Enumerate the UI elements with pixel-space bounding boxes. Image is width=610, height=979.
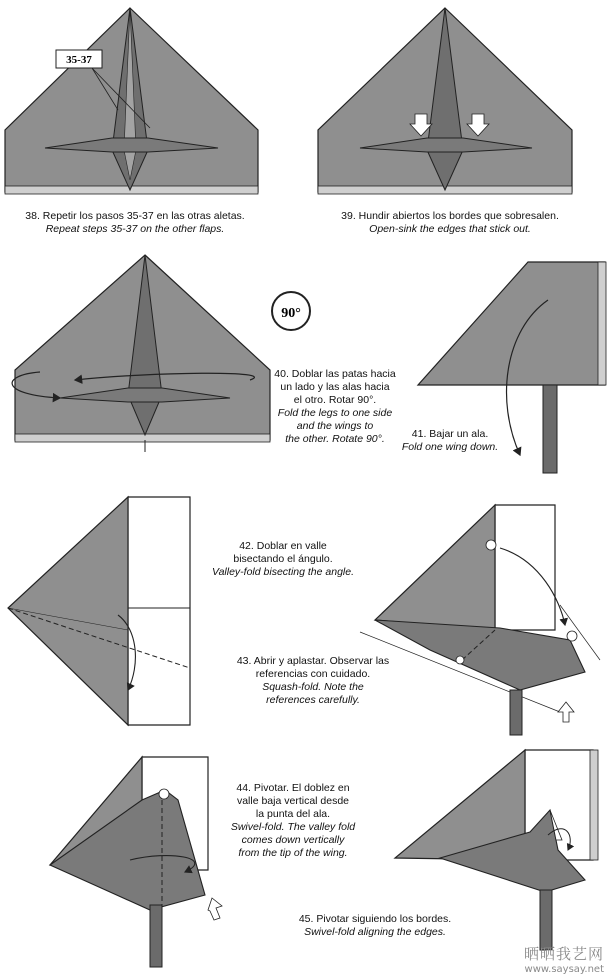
step-45-caption [280,913,470,939]
rotate-label: 90° [281,306,301,321]
step-40-caption [265,368,405,446]
step-45-en: Swivel-fold aligning the edges. [304,926,446,938]
step-40-es-2: un lado y las alas hacia [280,381,390,393]
step-41-en: Fold one wing down. [401,441,499,453]
step-39-en: Open-sink the edges that stick out. [369,223,531,235]
step-43-caption [218,655,408,707]
step-38-es: 38. Repetir los pasos 35-37 en las otras aletas. [25,210,245,222]
step-41-caption [395,428,505,454]
push-arrow-icon [208,898,222,920]
step-38-figure [5,8,258,194]
step-44-caption [218,782,368,860]
step-44-en-1: Swivel-fold. The valley fold [230,821,356,833]
step-40-en-1: Fold the legs to one side [277,407,393,419]
step-45-es: 45. Pivotar siguiendo los bordes. [298,913,452,925]
step-44-es-2: valle baja vertical desde [236,795,350,807]
step-44-en-3: from the tip of the wing. [238,847,348,859]
step-42-en-1: Valley-fold bisecting the angle. [211,566,355,578]
watermark [524,943,604,975]
step-43-en-2: references carefully. [266,694,360,706]
step-41-es: 41. Bajar un ala. [411,428,489,440]
step-42-es-2: bisectando el ángulo. [233,553,333,565]
step-ref-label: 35-37 [66,54,92,66]
step-42-figure [8,497,190,725]
step-43-es-2: referencias con cuidado. [255,668,371,680]
step-40-en-3: the other. Rotate 90°. [285,433,385,445]
watermark-title: 晒晒我艺网 [523,945,604,963]
step-43-en-1: Squash-fold. Note the [262,681,364,693]
step-40-es-1: 40. Doblar las patas hacia [274,368,396,380]
step-43-es-1: 43. Abrir y aplastar. Observar las [236,655,390,667]
step-38-caption [20,210,250,236]
step-44-en-2: comes down vertically [241,834,345,846]
step-40-en-2: and the wings to [296,420,374,432]
step-42-es-1: 42. Doblar en valle [239,540,327,552]
push-arrow-icon [558,702,574,722]
step-39-caption [330,210,570,236]
step-38-en: Repeat steps 35-37 on the other flaps. [45,223,225,235]
step-40-es-3: el otro. Rotar 90°. [293,394,377,406]
step-44-figure [50,757,222,967]
step-40-figure [12,255,270,452]
step-44-es-1: 44. Pivotar. El doblez en [236,782,350,794]
watermark-url: www.saysay.net [524,964,604,975]
step-39-es: 39. Hundir abiertos los bordes que sobresalen. [341,210,559,222]
step-42-caption [198,540,368,579]
step-39-figure [318,8,572,194]
step-44-es-3: la punta del ala. [255,808,331,820]
rotate-icon [272,292,310,330]
